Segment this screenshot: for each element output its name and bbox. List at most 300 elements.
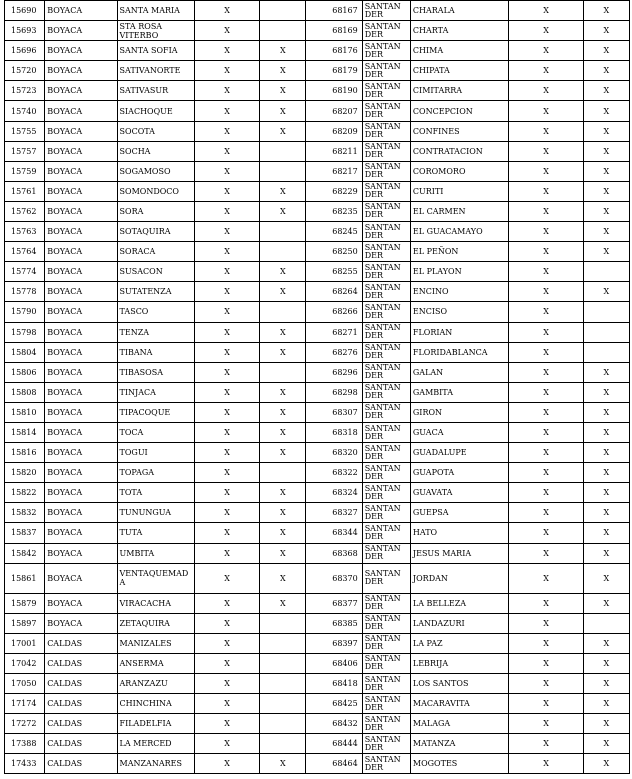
mark-cell: X — [260, 181, 306, 201]
department-cell: CALDAS — [45, 674, 117, 694]
municipality-cell: CIMITARRA — [410, 81, 508, 101]
code-cell: 68276 — [306, 342, 362, 362]
code-cell: 68397 — [306, 633, 362, 653]
municipality-cell: HATO — [410, 523, 508, 543]
code-cell: 68385 — [306, 613, 362, 633]
table-row — [5, 41, 630, 61]
department-cell: SANTAN DER — [362, 714, 410, 734]
code-cell: 68229 — [306, 181, 362, 201]
mark-cell: X — [509, 322, 583, 342]
code-cell: 68298 — [306, 382, 362, 402]
mark-cell: X — [583, 161, 629, 181]
department-cell: SANTAN DER — [362, 161, 410, 181]
municipality-cell: COROMORO — [410, 161, 508, 181]
mark-cell: X — [194, 61, 259, 81]
municipality-cell: CHINCHINA — [117, 694, 194, 714]
code-cell: 15798 — [5, 322, 45, 342]
mark-cell: X — [509, 734, 583, 754]
department-cell: SANTAN DER — [362, 653, 410, 673]
code-cell: 15790 — [5, 302, 45, 322]
table-row — [5, 402, 630, 422]
mark-cell — [260, 694, 306, 714]
mark-cell: X — [194, 41, 259, 61]
mark-cell: X — [509, 302, 583, 322]
code-cell: 15822 — [5, 483, 45, 503]
department-cell: BOYACA — [45, 101, 117, 121]
municipality-cell: STA ROSA VITERBO — [117, 21, 194, 41]
table-row — [5, 262, 630, 282]
mark-cell: X — [194, 382, 259, 402]
municipality-cell: TOTA — [117, 483, 194, 503]
table-row — [5, 101, 630, 121]
mark-cell: X — [509, 181, 583, 201]
department-cell: BOYACA — [45, 463, 117, 483]
municipality-cell: CHARTA — [410, 21, 508, 41]
mark-cell: X — [583, 633, 629, 653]
department-cell: SANTAN DER — [362, 463, 410, 483]
mark-cell: X — [509, 483, 583, 503]
municipality-cell: CURITI — [410, 181, 508, 201]
code-cell: 68211 — [306, 141, 362, 161]
department-cell: BOYACA — [45, 503, 117, 523]
mark-cell: X — [194, 242, 259, 262]
mark-cell: X — [583, 694, 629, 714]
table-row — [5, 382, 630, 402]
municipality-cell: SORACA — [117, 242, 194, 262]
code-cell: 15696 — [5, 41, 45, 61]
code-cell: 15832 — [5, 503, 45, 523]
municipality-cell: TOCA — [117, 422, 194, 442]
mark-cell: X — [194, 222, 259, 242]
mark-cell: X — [583, 674, 629, 694]
mark-cell — [583, 262, 629, 282]
department-cell: SANTAN DER — [362, 222, 410, 242]
department-cell: SANTAN DER — [362, 613, 410, 633]
code-cell: 68245 — [306, 222, 362, 242]
department-cell: BOYACA — [45, 613, 117, 633]
code-cell: 68432 — [306, 714, 362, 734]
department-cell: BOYACA — [45, 302, 117, 322]
mark-cell: X — [194, 463, 259, 483]
mark-cell: X — [583, 41, 629, 61]
table-row — [5, 81, 630, 101]
municipality-cell: EL GUACAMAYO — [410, 222, 508, 242]
department-cell: BOYACA — [45, 141, 117, 161]
municipality-cell: LOS SANTOS — [410, 674, 508, 694]
code-cell: 68344 — [306, 523, 362, 543]
municipality-table — [4, 0, 630, 774]
code-cell: 68370 — [306, 563, 362, 593]
table-row — [5, 463, 630, 483]
mark-cell — [260, 653, 306, 673]
mark-cell: X — [583, 81, 629, 101]
mark-cell: X — [194, 714, 259, 734]
mark-cell: X — [583, 483, 629, 503]
table-row — [5, 563, 630, 593]
mark-cell: X — [260, 523, 306, 543]
municipality-cell: SUTATENZA — [117, 282, 194, 302]
department-cell: BOYACA — [45, 402, 117, 422]
mark-cell: X — [509, 41, 583, 61]
code-cell: 15804 — [5, 342, 45, 362]
mark-cell: X — [260, 543, 306, 563]
code-cell: 15764 — [5, 242, 45, 262]
municipality-cell: UMBITA — [117, 543, 194, 563]
mark-cell: X — [583, 714, 629, 734]
department-cell: BOYACA — [45, 422, 117, 442]
municipality-cell: TOPAGA — [117, 463, 194, 483]
code-cell: 15693 — [5, 21, 45, 41]
mark-cell: X — [260, 121, 306, 141]
department-cell: SANTAN DER — [362, 543, 410, 563]
table-row — [5, 754, 630, 774]
department-cell: BOYACA — [45, 41, 117, 61]
mark-cell: X — [509, 61, 583, 81]
mark-cell: X — [260, 262, 306, 282]
code-cell: 68207 — [306, 101, 362, 121]
mark-cell: X — [583, 563, 629, 593]
mark-cell — [260, 633, 306, 653]
table-row — [5, 734, 630, 754]
mark-cell: X — [509, 21, 583, 41]
department-cell: BOYACA — [45, 483, 117, 503]
mark-cell: X — [260, 503, 306, 523]
code-cell: 17042 — [5, 653, 45, 673]
mark-cell: X — [583, 141, 629, 161]
department-cell: SANTAN DER — [362, 483, 410, 503]
code-cell: 68377 — [306, 593, 362, 613]
mark-cell — [260, 302, 306, 322]
department-cell: SANTAN DER — [362, 101, 410, 121]
mark-cell — [583, 322, 629, 342]
mark-cell: X — [509, 81, 583, 101]
table-row — [5, 543, 630, 563]
municipality-cell: CONTRATACION — [410, 141, 508, 161]
department-cell: BOYACA — [45, 181, 117, 201]
code-cell: 15806 — [5, 362, 45, 382]
code-cell: 15897 — [5, 613, 45, 633]
mark-cell: X — [509, 1, 583, 21]
table-row — [5, 201, 630, 221]
municipality-cell: MANZANARES — [117, 754, 194, 774]
municipality-cell: VIRACACHA — [117, 593, 194, 613]
municipality-cell: TINJACA — [117, 382, 194, 402]
table-row — [5, 1, 630, 21]
department-cell: SANTAN DER — [362, 523, 410, 543]
department-cell: BOYACA — [45, 543, 117, 563]
table-row — [5, 523, 630, 543]
code-cell: 15761 — [5, 181, 45, 201]
department-cell: SANTAN DER — [362, 422, 410, 442]
mark-cell: X — [194, 593, 259, 613]
mark-cell: X — [260, 342, 306, 362]
department-cell: SANTAN DER — [362, 503, 410, 523]
municipality-cell: MATANZA — [410, 734, 508, 754]
department-cell: BOYACA — [45, 201, 117, 221]
municipality-cell: CHIMA — [410, 41, 508, 61]
mark-cell: X — [509, 754, 583, 774]
table-row — [5, 422, 630, 442]
department-cell: SANTAN DER — [362, 141, 410, 161]
municipality-cell: FLORIDABLANCA — [410, 342, 508, 362]
department-cell: BOYACA — [45, 523, 117, 543]
code-cell: 68418 — [306, 674, 362, 694]
mark-cell: X — [509, 201, 583, 221]
department-cell: BOYACA — [45, 443, 117, 463]
mark-cell: X — [583, 242, 629, 262]
code-cell: 68464 — [306, 754, 362, 774]
table-row — [5, 342, 630, 362]
code-cell: 15755 — [5, 121, 45, 141]
table-row — [5, 282, 630, 302]
mark-cell: X — [194, 282, 259, 302]
mark-cell: X — [509, 342, 583, 362]
mark-cell: X — [194, 613, 259, 633]
municipality-cell: GUACA — [410, 422, 508, 442]
municipality-cell: CONCEPCION — [410, 101, 508, 121]
code-cell: 15820 — [5, 463, 45, 483]
mark-cell — [260, 674, 306, 694]
municipality-cell: LEBRIJA — [410, 653, 508, 673]
table-row — [5, 503, 630, 523]
municipality-cell: GUAVATA — [410, 483, 508, 503]
municipality-cell: GALAN — [410, 362, 508, 382]
municipality-cell: GAMBITA — [410, 382, 508, 402]
mark-cell: X — [509, 222, 583, 242]
table-row — [5, 613, 630, 633]
mark-cell — [260, 141, 306, 161]
mark-cell: X — [509, 422, 583, 442]
municipality-cell: TIBANA — [117, 342, 194, 362]
department-cell: SANTAN DER — [362, 242, 410, 262]
mark-cell: X — [260, 201, 306, 221]
municipality-cell: GUEPSA — [410, 503, 508, 523]
mark-cell: X — [194, 503, 259, 523]
mark-cell: X — [583, 593, 629, 613]
department-cell: BOYACA — [45, 342, 117, 362]
mark-cell: X — [260, 101, 306, 121]
code-cell: 15816 — [5, 443, 45, 463]
department-cell: SANTAN DER — [362, 734, 410, 754]
department-cell: SANTAN DER — [362, 754, 410, 774]
mark-cell: X — [583, 362, 629, 382]
code-cell: 15757 — [5, 141, 45, 161]
mark-cell: X — [583, 422, 629, 442]
municipality-cell: LA PAZ — [410, 633, 508, 653]
mark-cell: X — [194, 81, 259, 101]
code-cell: 68255 — [306, 262, 362, 282]
mark-cell: X — [583, 503, 629, 523]
municipality-cell: CONFINES — [410, 121, 508, 141]
department-cell: BOYACA — [45, 362, 117, 382]
department-cell: SANTAN DER — [362, 362, 410, 382]
municipality-cell: JESUS MARIA — [410, 543, 508, 563]
mark-cell: X — [509, 443, 583, 463]
mark-cell: X — [260, 61, 306, 81]
department-cell: SANTAN DER — [362, 1, 410, 21]
municipality-cell: MACARAVITA — [410, 694, 508, 714]
municipality-cell: LA BELLEZA — [410, 593, 508, 613]
municipality-cell: TUNUNGUA — [117, 503, 194, 523]
mark-cell — [260, 734, 306, 754]
mark-cell: X — [509, 694, 583, 714]
code-cell: 68250 — [306, 242, 362, 262]
code-cell: 68324 — [306, 483, 362, 503]
mark-cell: X — [194, 141, 259, 161]
municipality-cell: ZETAQUIRA — [117, 613, 194, 633]
mark-cell: X — [509, 262, 583, 282]
code-cell: 15720 — [5, 61, 45, 81]
code-cell: 15814 — [5, 422, 45, 442]
department-cell: SANTAN DER — [362, 21, 410, 41]
mark-cell: X — [194, 201, 259, 221]
mark-cell: X — [509, 463, 583, 483]
mark-cell: X — [194, 563, 259, 593]
code-cell: 68307 — [306, 402, 362, 422]
mark-cell: X — [583, 101, 629, 121]
department-cell: SANTAN DER — [362, 382, 410, 402]
mark-cell: X — [583, 282, 629, 302]
mark-cell: X — [509, 633, 583, 653]
code-cell: 68318 — [306, 422, 362, 442]
municipality-cell: CHARALA — [410, 1, 508, 21]
mark-cell: X — [194, 181, 259, 201]
municipality-cell: TOGUI — [117, 443, 194, 463]
code-cell: 15810 — [5, 402, 45, 422]
mark-cell: X — [583, 463, 629, 483]
mark-cell: X — [194, 101, 259, 121]
municipality-cell: SOCOTA — [117, 121, 194, 141]
mark-cell: X — [509, 141, 583, 161]
department-cell: CALDAS — [45, 694, 117, 714]
department-cell: BOYACA — [45, 121, 117, 141]
code-cell: 15690 — [5, 1, 45, 21]
municipality-cell: SOGAMOSO — [117, 161, 194, 181]
table-row — [5, 61, 630, 81]
department-cell: SANTAN DER — [362, 443, 410, 463]
mark-cell — [583, 613, 629, 633]
mark-cell: X — [583, 121, 629, 141]
municipality-cell: ARANZAZU — [117, 674, 194, 694]
code-cell: 17433 — [5, 754, 45, 774]
table-row — [5, 242, 630, 262]
mark-cell: X — [583, 443, 629, 463]
table-row — [5, 181, 630, 201]
department-cell: SANTAN DER — [362, 342, 410, 362]
mark-cell: X — [194, 734, 259, 754]
mark-cell: X — [260, 443, 306, 463]
code-cell: 17174 — [5, 694, 45, 714]
mark-cell: X — [583, 222, 629, 242]
code-cell: 68190 — [306, 81, 362, 101]
department-cell: SANTAN DER — [362, 181, 410, 201]
code-cell: 68169 — [306, 21, 362, 41]
table-row — [5, 21, 630, 41]
mark-cell — [260, 714, 306, 734]
mark-cell: X — [194, 1, 259, 21]
department-cell: CALDAS — [45, 653, 117, 673]
mark-cell: X — [194, 402, 259, 422]
mark-cell: X — [509, 121, 583, 141]
code-cell: 68296 — [306, 362, 362, 382]
mark-cell: X — [583, 201, 629, 221]
department-cell: BOYACA — [45, 282, 117, 302]
code-cell: 68444 — [306, 734, 362, 754]
mark-cell: X — [194, 161, 259, 181]
code-cell: 15879 — [5, 593, 45, 613]
mark-cell: X — [194, 543, 259, 563]
mark-cell — [260, 222, 306, 242]
mark-cell: X — [194, 633, 259, 653]
table-row — [5, 593, 630, 613]
municipality-cell: ENCISO — [410, 302, 508, 322]
mark-cell — [260, 463, 306, 483]
mark-cell: X — [260, 402, 306, 422]
mark-cell — [583, 342, 629, 362]
mark-cell: X — [194, 362, 259, 382]
mark-cell: X — [194, 21, 259, 41]
mark-cell: X — [194, 121, 259, 141]
mark-cell: X — [583, 754, 629, 774]
code-cell: 15837 — [5, 523, 45, 543]
mark-cell: X — [509, 714, 583, 734]
mark-cell — [260, 613, 306, 633]
municipality-cell: SIACHOQUE — [117, 101, 194, 121]
code-cell: 15762 — [5, 201, 45, 221]
department-cell: SANTAN DER — [362, 61, 410, 81]
mark-cell: X — [509, 382, 583, 402]
mark-cell — [583, 302, 629, 322]
department-cell: SANTAN DER — [362, 41, 410, 61]
mark-cell: X — [260, 422, 306, 442]
code-cell: 68320 — [306, 443, 362, 463]
mark-cell: X — [260, 282, 306, 302]
mark-cell — [260, 161, 306, 181]
mark-cell: X — [509, 523, 583, 543]
municipality-cell: TENZA — [117, 322, 194, 342]
mark-cell: X — [260, 563, 306, 593]
mark-cell — [260, 1, 306, 21]
municipality-cell: MALAGA — [410, 714, 508, 734]
mark-cell: X — [260, 81, 306, 101]
municipality-cell: SANTA SOFIA — [117, 41, 194, 61]
mark-cell: X — [260, 322, 306, 342]
department-cell: SANTAN DER — [362, 81, 410, 101]
department-cell: SANTAN DER — [362, 633, 410, 653]
department-cell: SANTAN DER — [362, 282, 410, 302]
code-cell: 68327 — [306, 503, 362, 523]
code-cell: 68368 — [306, 543, 362, 563]
code-cell: 15740 — [5, 101, 45, 121]
mark-cell: X — [509, 101, 583, 121]
department-cell: BOYACA — [45, 1, 117, 21]
code-cell: 17050 — [5, 674, 45, 694]
mark-cell: X — [509, 282, 583, 302]
municipality-cell: SANTA MARIA — [117, 1, 194, 21]
code-cell: 15842 — [5, 543, 45, 563]
code-cell: 68235 — [306, 201, 362, 221]
municipality-cell: LA MERCED — [117, 734, 194, 754]
table-row — [5, 141, 630, 161]
code-cell: 15774 — [5, 262, 45, 282]
mark-cell: X — [260, 754, 306, 774]
municipality-cell: SATIVASUR — [117, 81, 194, 101]
mark-cell — [260, 242, 306, 262]
municipality-cell: ANSERMA — [117, 653, 194, 673]
table-row — [5, 714, 630, 734]
mark-cell: X — [509, 242, 583, 262]
mark-cell: X — [509, 613, 583, 633]
